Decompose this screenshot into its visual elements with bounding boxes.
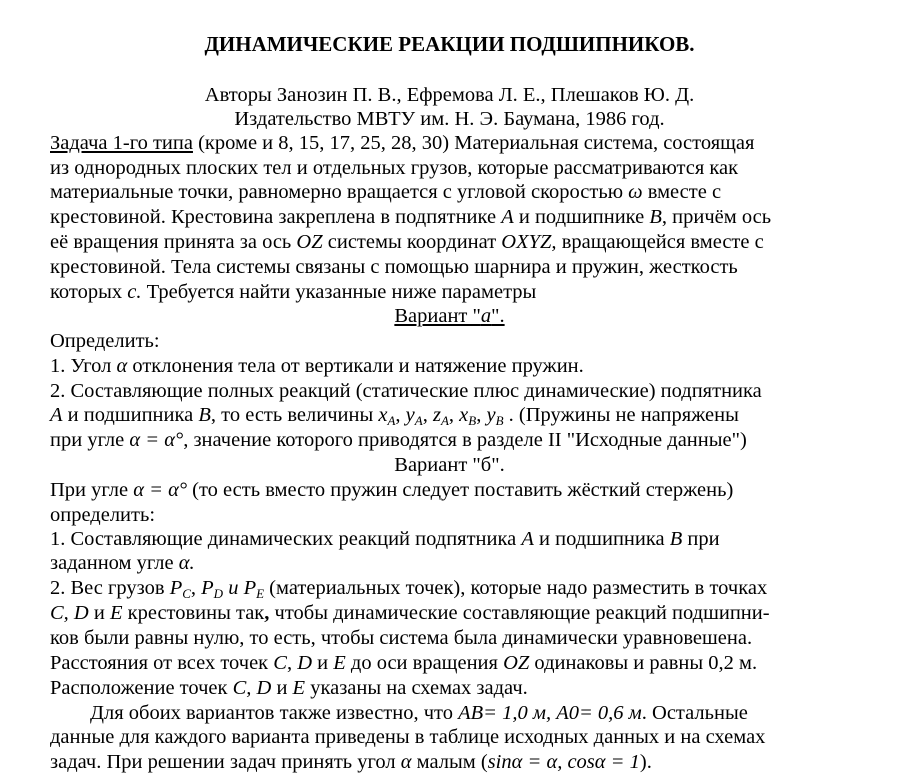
- variant-b-item-1-line-1: 1. Составляющие динамических реакций подпятника A и подшипника B при: [50, 528, 720, 550]
- variant-b-item-2-line-3: ков были равны нулю, то есть, чтобы система была динамически уравновешена.: [50, 627, 753, 649]
- final-line-2: данные для каждого варианта приведены в таблице исходных данных и на схемах: [50, 726, 766, 748]
- determine-label: Определить:: [50, 330, 160, 352]
- variant-a-item-1: 1. Угол α отклонения тела от вертикали и натяжение пружин.: [50, 355, 584, 377]
- variant-b-line-2: определить:: [50, 504, 156, 526]
- authors-line: Авторы Занозин П. В., Ефремова Л. Е., Плешаков Ю. Д.: [204, 84, 695, 106]
- variant-b-item-2-line-1: 2. Вес грузов $P_C$, $P_D$ и $P_E$ (материальных точек), которые надо разместить в точках: [50, 577, 768, 601]
- variant-b-heading: Вариант "б".: [394, 454, 505, 476]
- variant-b-item-2-line-2: C, D и E крестовины так, чтобы динамические составляющие реакций подшипни-: [50, 602, 770, 624]
- variant-b-item-2-line-5: Расположение точек C, D и E указаны на схемах задач.: [50, 677, 528, 699]
- task-line-4: крестовиной. Крестовина закреплена в подпятнике A и подшипнике B, причём ось: [50, 206, 772, 228]
- variant-b-item-2-line-4: Расстояния от всех точек C, D и E до оси вращения OZ одинаковы и равны 0,2 м.: [50, 652, 758, 674]
- task-line-1: Задача 1-го типа (кроме и 8, 15, 17, 25, 28, 30) Материальная система, состоящая: [50, 132, 755, 154]
- variant-a-heading: Вариант "а".: [394, 305, 505, 327]
- variant-a-item-2-line-1: 2. Составляющие полных реакций (статические плюс динамические) подпятника: [50, 380, 762, 402]
- publisher-line: Издательство МВТУ им. Н. Э. Баумана, 1986 год.: [234, 108, 665, 130]
- task-line-5: её вращения принята за ось OZ системы координат OXYZ, вращающейся вместе с: [50, 231, 764, 253]
- task-line-7: которых c. Требуется найти указанные ниже параметры: [50, 281, 537, 303]
- variant-b-line-1: При угле α = α° (то есть вместо пружин следует поставить жёсткий стержень): [50, 479, 734, 501]
- task-line-2: из однородных плоских тел и отдельных грузов, которые рассматриваются как: [50, 157, 739, 179]
- variant-a-item-2-line-2: A и подшипника B, то есть величины $x_A$, $y_A$, $z_A$, $x_B$, $y_B$ . (Пружины не напряжены: [50, 404, 739, 428]
- variant-b-item-1-line-2: заданном угле α.: [50, 552, 195, 574]
- final-line-3: задач. При решении задач принять угол α малым (sinα = α, cosα = 1).: [50, 751, 652, 773]
- task-line-6: крестовиной. Тела системы связаны с помощью шарнира и пружин, жесткость: [50, 256, 738, 278]
- task-label: Задача 1-го типа: [50, 132, 193, 154]
- variant-a-item-2-line-3: при угле α = α°, значение которого приводятся в разделе II "Исходные данные"): [50, 429, 747, 451]
- task-line-3: материальные точки, равномерно вращается с угловой скоростью ω вместе с: [50, 181, 722, 203]
- final-line-1: Для обоих вариантов также известно, что AB= 1,0 м, A0= 0,6 м. Остальные: [90, 702, 748, 724]
- document-title: ДИНАМИЧЕСКИЕ РЕАКЦИИ ПОДШИПНИКОВ.: [204, 32, 695, 56]
